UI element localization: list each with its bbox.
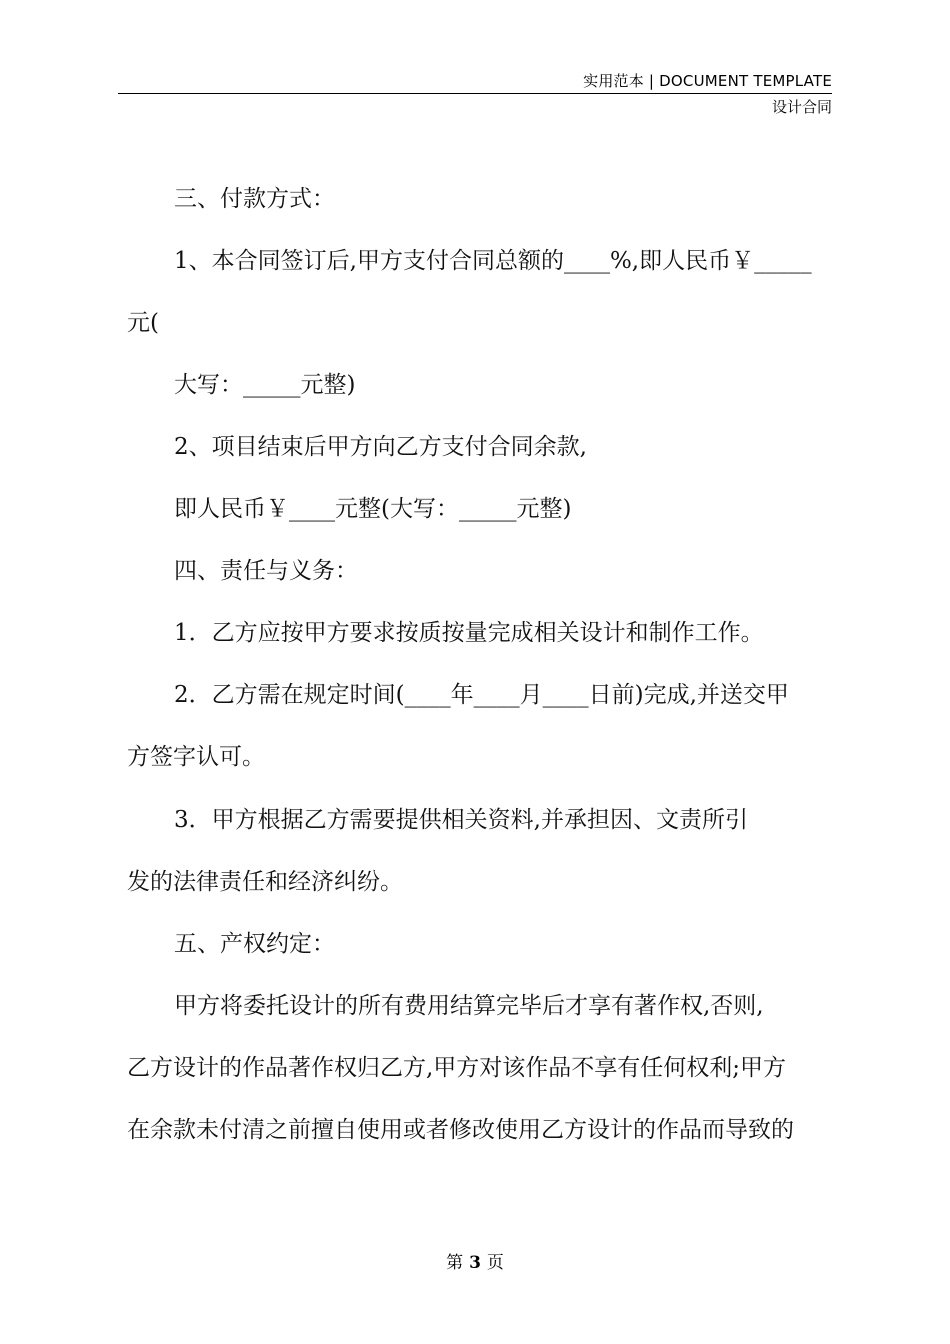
section-heading-payment: 三、付款方式：: [174, 186, 335, 212]
paragraph-line: 即人民币￥____元整(大写：_____元整): [174, 496, 572, 522]
paragraph-line: 大写：_____元整): [174, 372, 356, 398]
paragraph-line: 2、项目结束后甲方向乙方支付合同余款,: [174, 434, 587, 460]
paragraph-line: 发的法律责任和经济纠纷。: [127, 869, 403, 895]
paragraph-line: 1、本合同签订后,甲方支付合同总额的____%,即人民币￥_____: [174, 248, 812, 274]
paragraph-line: 2．乙方需在规定时间(____年____月____日前)完成,并送交甲: [174, 682, 789, 708]
footer-prefix: 第: [446, 1253, 464, 1273]
paragraph-line: 在余款未付清之前擅自使用或者修改使用乙方设计的作品而导致的: [127, 1117, 794, 1143]
section-heading-duties: 四、责任与义务：: [174, 558, 358, 584]
paragraph-line: 乙方设计的作品著作权归乙方,甲方对该作品不享有任何权利;甲方: [127, 1055, 787, 1081]
footer-suffix: 页: [486, 1253, 504, 1273]
paragraph-line: 方签字认可。: [127, 744, 265, 770]
page-number: 3: [469, 1253, 481, 1273]
paragraph-line: 元(: [127, 310, 159, 336]
header-divider: [118, 93, 832, 94]
document-header-title: 实用范本 | DOCUMENT TEMPLATE: [583, 72, 832, 90]
paragraph-line: 3．甲方根据乙方需要提供相关资料,并承担因、文责所引: [174, 807, 748, 833]
page-footer: [0, 1248, 950, 1273]
section-heading-copyright: 五、产权约定：: [174, 931, 335, 957]
document-header-subtitle: 设计合同: [771, 98, 832, 116]
paragraph-line: 1．乙方应按甲方要求按质按量完成相关设计和制作工作。: [174, 620, 764, 646]
paragraph-line: 甲方将委托设计的所有费用结算完毕后才享有著作权,否则,: [174, 993, 764, 1019]
